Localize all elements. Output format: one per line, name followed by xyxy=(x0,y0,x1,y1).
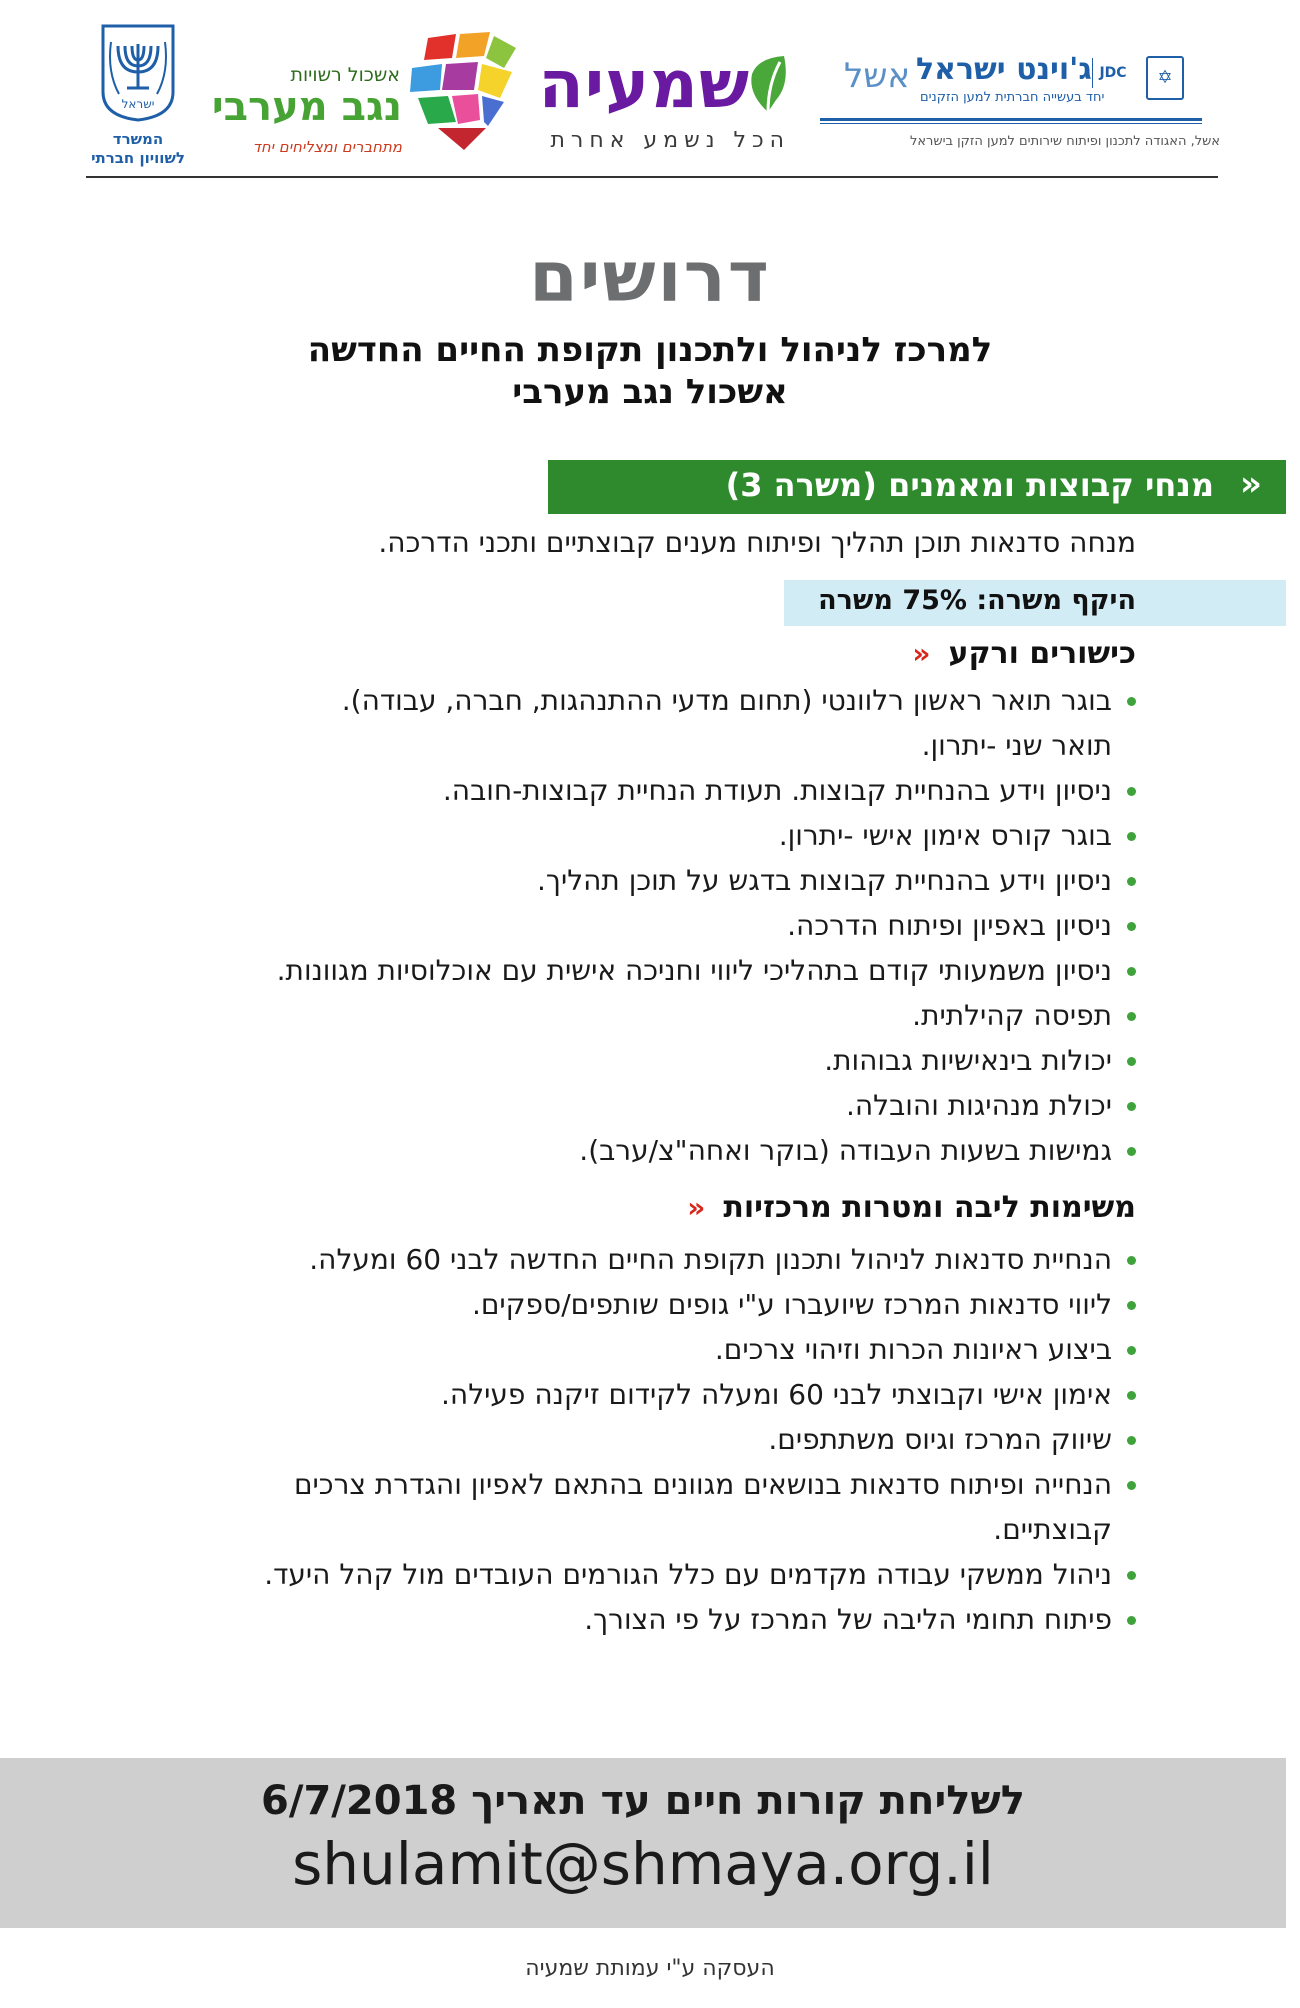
list-item xyxy=(36,813,1136,858)
list-item-text: ניהול ממשקי עבודה מקדמים עם כלל הגורמים העובדים מול קהל היעד. xyxy=(264,1558,1112,1591)
list-item xyxy=(36,1282,1136,1327)
list-item xyxy=(36,1237,1136,1282)
list-item-text: שיווק המרכז וגיוס משתתפים. xyxy=(768,1423,1112,1456)
employer-credit: העסקה ע"י עמותת שמעיה xyxy=(525,1956,775,1981)
list-item-text: ניסיון וידע בהנחיית קבוצות בדגש על תוכן תהליך. xyxy=(537,864,1112,897)
page-title: דרושים xyxy=(529,236,771,318)
list-item-text: פיתוח תחומי הליבה של המרכז על פי הצורך. xyxy=(584,1603,1112,1636)
ministry-name: המשרד לשוויון חברתי xyxy=(91,130,185,167)
list-item xyxy=(36,1462,1136,1552)
shmaya-leaf-icon xyxy=(746,54,790,114)
list-item xyxy=(36,858,1136,903)
bullet-icon xyxy=(1127,1057,1136,1066)
list-item xyxy=(36,1327,1136,1372)
position-title: מנחי קבוצות ומאמנים (משרה 3) xyxy=(725,466,1214,504)
list-item xyxy=(36,1597,1136,1642)
qualifications-heading: כישורים ורקע« xyxy=(912,636,1136,671)
list-item xyxy=(36,948,1136,993)
list-item-text: ליווי סדנאות המרכז שיועברו ע"י גופים שותפים/ספקים. xyxy=(471,1288,1112,1321)
chevron-double-left-icon: « xyxy=(912,637,931,670)
bullet-icon xyxy=(1127,1616,1136,1625)
list-item-text: יכולת מנהיגות והובלה. xyxy=(845,1089,1112,1122)
bullet-icon xyxy=(1127,922,1136,931)
cv-deadline: לשליחת קורות חיים עד תאריך 6/7/2018 xyxy=(261,1778,1025,1824)
bullet-icon xyxy=(1127,1346,1136,1355)
chevron-double-left-icon: « xyxy=(687,1191,706,1224)
list-item-continuation: תואר שני -יתרון. xyxy=(921,729,1112,762)
negev-mosaic-icon xyxy=(408,28,520,152)
tasks-heading: משימות ליבה ומטרות מרכזיות« xyxy=(687,1190,1136,1225)
bullet-icon xyxy=(1127,967,1136,976)
bullet-icon xyxy=(1127,1102,1136,1111)
list-item xyxy=(36,993,1136,1038)
footer-banner xyxy=(0,1758,1286,1928)
logo-rule xyxy=(820,118,1202,121)
list-item-text: בוגר תואר ראשון רלוונטי (תחום מדעי ההתנהגות, חברה, עבודה). xyxy=(341,684,1112,717)
list-item xyxy=(36,903,1136,948)
bullet-icon xyxy=(1127,877,1136,886)
list-item xyxy=(36,678,1136,768)
negev-maaravi-logo: אשכול רשויות נגב מערבי מתחברים ומצליחים יחד xyxy=(240,28,520,164)
list-item-text: ביצוע ראיונות הכרות וזיהוי צרכים. xyxy=(714,1333,1112,1366)
bullet-icon xyxy=(1127,1256,1136,1265)
page-subtitle-region: אשכול נגב מערבי xyxy=(512,372,788,412)
list-item-text: תפיסה קהילתית. xyxy=(912,999,1112,1032)
chevron-double-left-icon: « xyxy=(1240,464,1262,504)
menorah-emblem-icon xyxy=(97,22,179,122)
header-divider xyxy=(86,176,1218,178)
list-item-text: ניסיון וידע בהנחיית קבוצות. תעודת הנחיית קבוצות-חובה. xyxy=(442,774,1112,807)
list-item-continuation: קבוצתיים. xyxy=(993,1513,1112,1546)
svg-text:ישראל: ישראל xyxy=(121,97,155,111)
job-scope: היקף משרה: 75% משרה xyxy=(818,585,1136,616)
bullet-icon xyxy=(1127,1481,1136,1490)
bullet-icon xyxy=(1127,787,1136,796)
tasks-list xyxy=(36,1237,1136,1642)
list-item-text: גמישות בשעות העבודה (בוקר ואחה"צ/ערב). xyxy=(579,1134,1112,1167)
list-item-text: הנחיית סדנאות לניהול ותכנון תקופת החיים החדשה לבני 60 ומעלה. xyxy=(309,1243,1112,1276)
list-item-text: ניסיון משמעותי קודם בתהליכי ליווי וחניכה אישית עם אוכלוסיות מגוונות. xyxy=(276,954,1112,987)
bullet-icon xyxy=(1127,1147,1136,1156)
list-item-text: אימון אישי וקבוצתי לבני 60 ומעלה לקידום זיקנה פעילה. xyxy=(441,1378,1112,1411)
qualifications-list xyxy=(36,678,1136,1173)
shmaya-logo: שמעיה הכל נשמע אחרת xyxy=(538,46,790,153)
bullet-icon xyxy=(1127,1436,1136,1445)
logo-rule-thin xyxy=(820,123,1202,124)
bullet-icon xyxy=(1127,1301,1136,1310)
position-title-bar xyxy=(548,460,1286,514)
contact-email[interactable]: shulamit@shmaya.org.il xyxy=(292,1830,994,1898)
list-item xyxy=(36,1083,1136,1128)
job-scope-box xyxy=(784,580,1286,626)
list-item xyxy=(36,768,1136,813)
bullet-icon xyxy=(1127,1391,1136,1400)
bullet-icon xyxy=(1127,1571,1136,1580)
list-item-text: יכולות בינאישיות גבוהות. xyxy=(824,1044,1112,1077)
state-emblem-icon: ✡ xyxy=(1146,56,1184,100)
bullet-icon xyxy=(1127,832,1136,841)
list-item xyxy=(36,1128,1136,1173)
jdc-emblem-icon: JDC xyxy=(1092,58,1133,88)
list-item-text: הנחייה ופיתוח סדנאות בנושאים מגוונים בהתאם לאפיון והגדרת צרכים xyxy=(293,1468,1112,1501)
page-subtitle-center: למרכז לניהול ולתכנון תקופת החיים החדשה xyxy=(307,330,993,370)
ministry-social-equality-logo xyxy=(88,22,188,167)
joint-eshel-logo: אשל ג'וינט ישראל יחד בעשייה חברתית למען הזקנים JDC ✡ אשל, האגודה לתכנון ופיתוח שירותים למען הזקן בישראל xyxy=(820,50,1220,160)
list-item-text: ניסיון באפיון ופיתוח הדרכה. xyxy=(787,909,1112,942)
list-item xyxy=(36,1038,1136,1083)
list-item xyxy=(36,1372,1136,1417)
position-description: מנחה סדנאות תוכן תהליך ופיתוח מענים קבוצתיים ותכני הדרכה. xyxy=(378,526,1136,559)
list-item xyxy=(36,1552,1136,1597)
list-item-text: בוגר קורס אימון אישי -יתרון. xyxy=(778,819,1112,852)
bullet-icon xyxy=(1127,1012,1136,1021)
list-item xyxy=(36,1417,1136,1462)
bullet-icon xyxy=(1127,697,1136,706)
